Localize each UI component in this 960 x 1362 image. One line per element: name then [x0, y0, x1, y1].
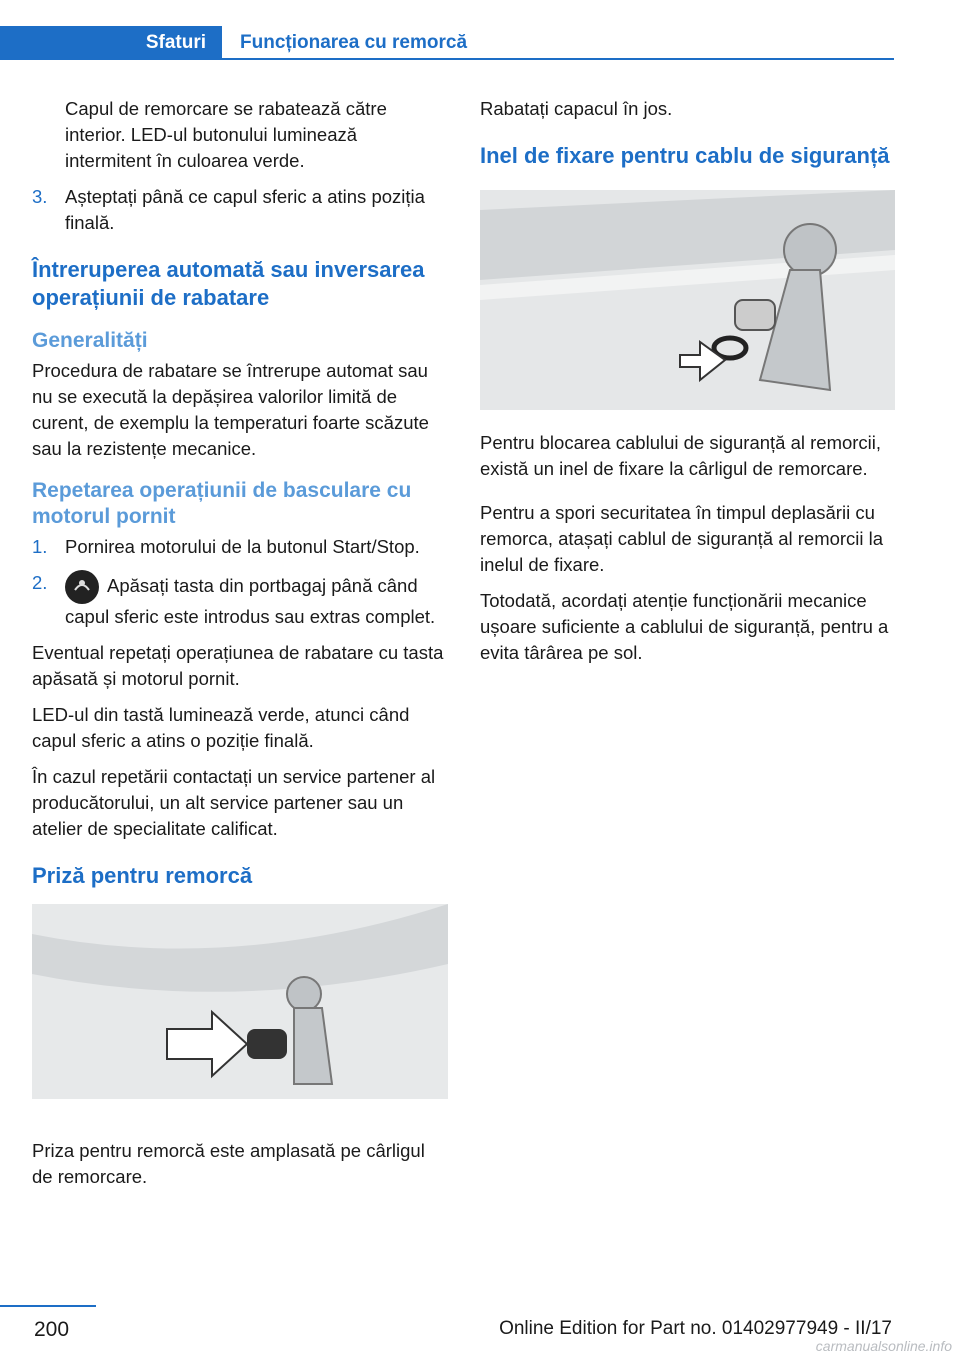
heading-socket: Priză pentru remorcă	[32, 863, 253, 888]
step-number: 3.	[32, 186, 48, 207]
ring-paragraph-1: Pentru blocarea cablului de siguranță al remorcii, există un inel de fixare la cârligul de remorcare.	[480, 432, 882, 479]
section-label: Sfaturi	[145, 32, 206, 53]
step-text-wrap	[65, 570, 448, 630]
ring-illustration	[480, 190, 895, 410]
repeat-step-1	[32, 534, 448, 560]
heading-repeat: Repetarea operațiunii de basculare cu motorul pornit	[32, 479, 412, 528]
heading-ring: Inel de fixare pentru cablu de siguranță	[480, 143, 890, 168]
paragraph-2: LED-ul din tastă luminează verde, atunci când capul sferic a atins o poziție finală.	[32, 704, 410, 751]
step-text: Așteptați până ce capul sferic a atins poziția finală.	[65, 186, 425, 233]
step-3	[32, 184, 448, 236]
edition-note: Online Edition for Part no. 01402977949 - II/17	[499, 1318, 892, 1339]
paragraph-3: În cazul repetării contactați un service partener al producătorului, un alt service partener sau un atelier de specialitate calificat.	[32, 766, 436, 839]
heading-general: Generalități	[32, 329, 148, 352]
right-column	[480, 96, 896, 676]
ring-paragraph-3: Totodată, acordați atenție funcționării mecanice ușoare suficiente a cablului de siguranță, pentru a evita târârea pe sol.	[480, 590, 889, 663]
general-paragraph: Procedura de rabatare se întrerupe automat sau nu se execută la depășirea valorilor limită de curent, de exemplu la temperaturi foarte scăzute sau la rezistențe mecanice.	[32, 360, 429, 459]
step-text: Apăsați tasta din portbagaj până când capul sferic este introdus sau extras complet.	[65, 574, 436, 627]
socket-illustration	[32, 904, 448, 1124]
paragraph-1: Eventual repetați operațiunea de rabatare cu tasta apăsată și motorul pornit.	[32, 642, 444, 689]
chapter-title: Funcționarea cu remorcă	[240, 32, 468, 53]
page-header	[0, 26, 894, 62]
footer-rule	[0, 1305, 96, 1307]
repeat-step-2	[32, 570, 448, 630]
ring-paragraph-2: Pentru a spori securitatea în timpul deplasării cu remorca, atașați cablul de siguranță al remorcii la inelul de fixare.	[480, 502, 884, 575]
section-tab	[0, 26, 222, 60]
header-rule	[222, 58, 894, 60]
step-number: 1.	[32, 536, 48, 557]
step-text: Pornirea motorului de la butonul Start/Stop.	[65, 536, 420, 557]
watermark: carmanualsonline.info	[815, 1338, 952, 1354]
heading-auto-interrupt: Întreruperea automată sau inversarea operațiunii de rabatare	[32, 257, 425, 310]
intro-paragraph: Capul de remorcare se rabatează către interior. LED-ul butonului luminează intermitent în culoarea verde.	[65, 98, 387, 171]
page-number: 200	[34, 1318, 70, 1341]
socket-paragraph: Priza pentru remorcă este amplasată pe cârligul de remorcare.	[32, 1140, 425, 1187]
step-number: 2.	[32, 572, 48, 593]
cover-paragraph: Rabatați capacul în jos.	[480, 98, 673, 119]
trunk-button-icon	[65, 570, 99, 604]
left-column	[32, 96, 448, 1200]
